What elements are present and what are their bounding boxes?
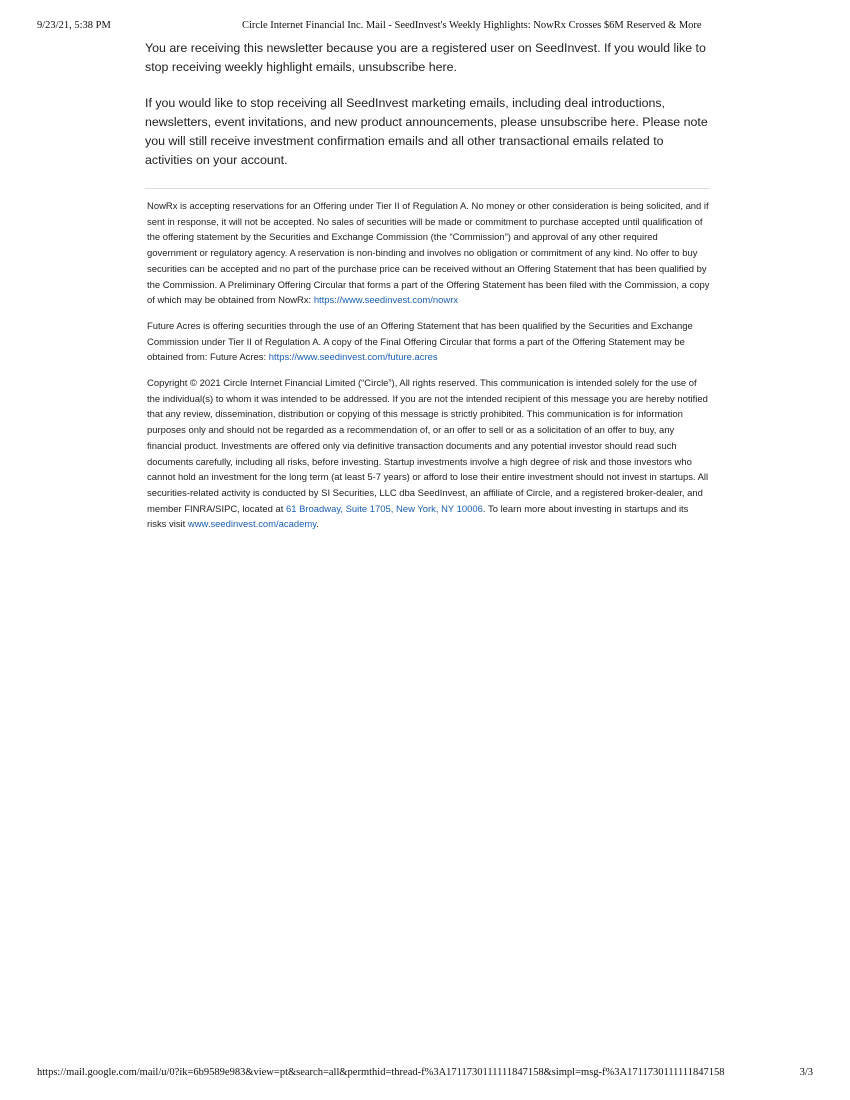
copyright-text-middle: . To learn more about investing in startups and its risks visit [147,503,689,531]
academy-link[interactable]: www.seedinvest.com/academy [187,519,317,531]
unsubscribe-section [145,39,710,170]
future-acres-disclaimer-text: Future Acres is offering securities through the use of an Offering Statement that has been qualified by the Securities and Exchange Commission under Tier II of Regulation A. A copy of the Final Offering Circular that forms a part of the Offering Statement may be obtained from: Future Acres: [147,320,693,364]
address-link[interactable]: 61 Broadway, Suite 1705, New York, NY 10006 [286,503,483,515]
print-header [0,20,850,34]
future-acres-link[interactable]: https://www.seedinvest.com/future.acres [268,352,438,364]
print-page-title: Circle Internet Financial Inc. Mail - SeedInvest's Weekly Highlights: NowRx Crosses $6M Reserved & More [242,20,702,31]
nowrx-link[interactable]: https://www.seedinvest.com/nowrx [313,295,459,307]
legal-disclaimer [145,199,710,533]
email-body [145,39,710,533]
future-acres-disclaimer [147,319,710,366]
nowrx-disclaimer [147,199,710,309]
nowrx-disclaimer-text: NowRx is accepting reservations for an Offering under Tier II of Regulation A. No money or other consideration is being solicited, and if sent in response, it will not be accepted. No sales of securities will be made or commitment to purchase accepted until qualification of the offering statement by the Securities and Exchange Commission (the “Commission”) and approval of any other required government or regulatory agency. A reservation is non-binding and involves no obligation or commitment of any kind. No offer to buy securities can be accepted and no part of the purchase price can be received without an Offering Statement that has been qualified by the Commission. A Preliminary Offering Circular that forms a part of the Offering Statement has been filed with the Commission, a copy of which may be obtained from NowRx: [147,201,710,307]
copyright-text: Copyright © 2021 Circle Internet Financial Limited (“Circle”), All rights reserved. This communication is intended solely for the use of the individual(s) to whom it was intended to be addressed. If you are not the intended recipient of this message you are hereby notified that any review, dissemination, distribution or copying of this message is strictly prohibited. This communication is for information purposes only and should not be regarded as a recommendation of, or an offer to sell or as a solicitation of an offer to buy, any financial product. Investments are offered only via definitive transaction documents and any potential investor should read such documents carefully, including all risks, before investing. Startup investments involve a high degree of risk and those investors who cannot hold an investment for the long term (at least 5-7 years) or afford to lose their entire investment should not invest in startups. All securities-related activity is conducted by SI Securities, LLC dba SeedInvest, an affiliate of Circle, and a registered broker-dealer, and member FINRA/SIPC, located at [147,378,709,515]
marketing-unsubscribe-paragraph: If you would like to stop receiving all SeedInvest marketing emails, including deal introductions, newsletters, event invitations, and new product announcements, please unsubscribe here. Please note you will still receive investment confirmation emails and all other transactional emails related to activities on your account. [145,96,708,167]
weekly-unsubscribe-paragraph: You are receiving this newsletter because you are a registered user on SeedInvest. If you would like to stop receiving weekly highlight emails, unsubscribe here. [145,41,706,74]
page-number: 3/3 [799,1067,813,1078]
print-datetime: 9/23/21, 5:38 PM [37,20,111,31]
copyright-notice [147,376,710,533]
copyright-text-end: . [316,519,319,531]
print-footer [0,1067,850,1081]
print-url: https://mail.google.com/mail/u/0?ik=6b9589e983&view=pt&search=all&permthid=thread-f%3A1711730111111847158&simpl=msg-f%3A1711730111111847158 [37,1067,725,1078]
section-divider [145,188,710,189]
